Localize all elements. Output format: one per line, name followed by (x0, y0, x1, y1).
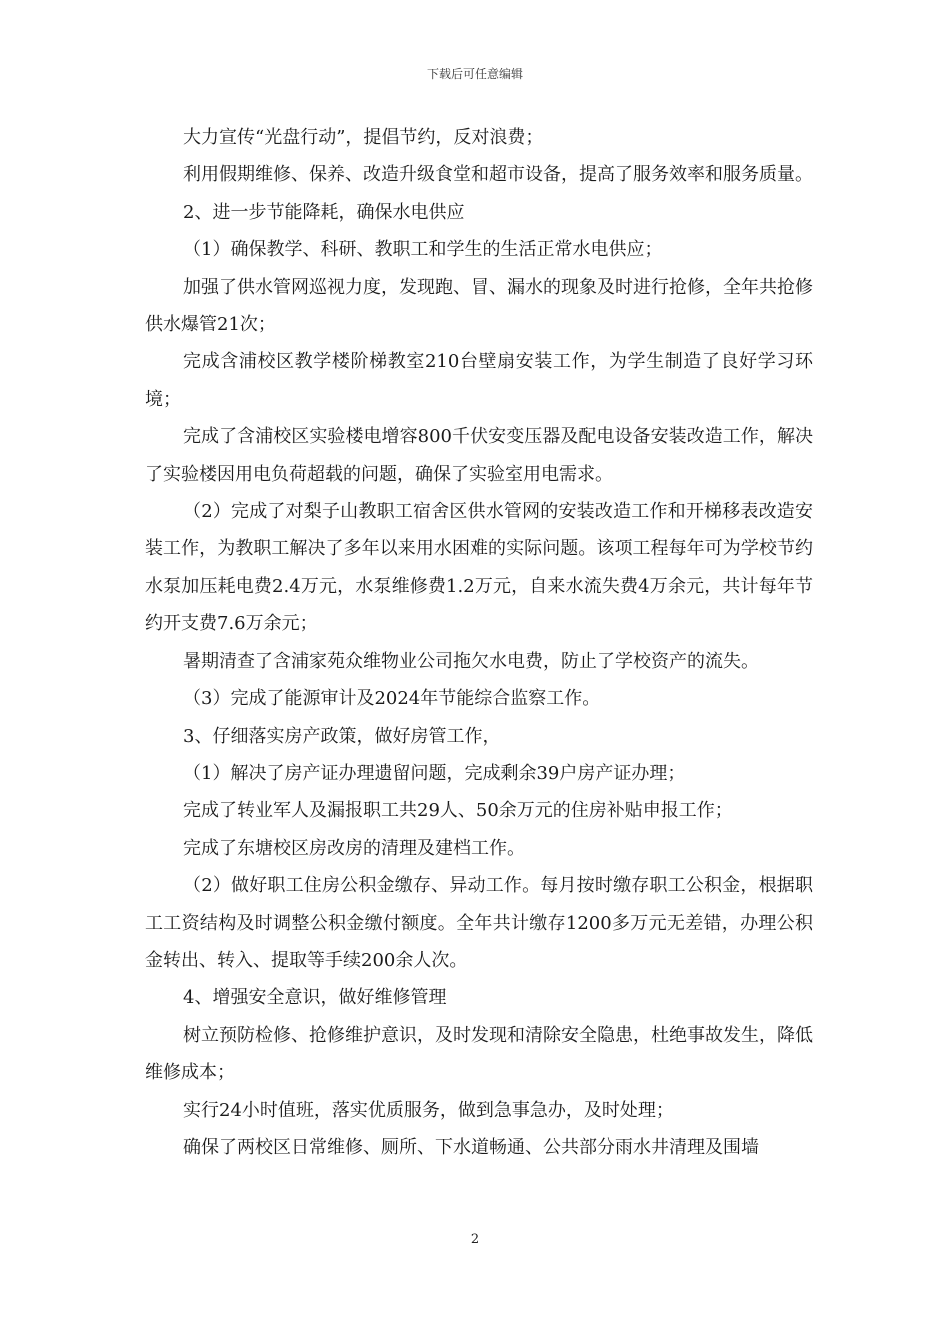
paragraph: （1）解决了房产证办理遗留问题，完成剩余39户房产证办理； (183, 762, 686, 784)
section-heading: 3、仔细落实房产政策，做好房管工作， (183, 725, 501, 747)
paragraph: 完成了东塘校区房改房的清理及建档工作。 (183, 837, 525, 859)
paragraph: 树立预防检修、抢修维护意识，及时发现和清除安全隐患，杜绝事故发生，降低维修成本； (145, 1024, 813, 1084)
section-heading: 4、增强安全意识，做好维修管理 (183, 987, 447, 1009)
paragraph: 完成了转业军人及漏报职工共29人、50余万元的住房补贴申报工作； (183, 800, 733, 822)
paragraph: 完成了含浦校区实验楼电增容800千伏安变压器及配电设备安装改造工作，解决了实验楼因用电负荷超载的问题，确保了实验室用电需求。 (145, 426, 813, 485)
paragraph: 完成含浦校区教学楼阶梯教室210台壁扇安装工作，为学生制造了良好学习环境； (145, 351, 813, 410)
section-heading: 2、进一步节能降耗，确保水电供应 (183, 201, 465, 223)
page-number: 2 (470, 1232, 480, 1247)
paragraph: （2）完成了对梨子山教职工宿舍区供水管网的安装改造工作和开梯移表改造安装工作，为教职工解决了多年以来用水困难的实际问题。该项工程每年可为学校节约水泵加压耗电费2.4万元，水泵维修费1.2万元，自来水流失费4万余元，共计每年节约开支费7.6万余元； (145, 501, 813, 635)
paragraph: 确保了两校区日常维修、厕所、下水道畅通、公共部分雨水井清理及围墙 (183, 1136, 759, 1158)
paragraph: 大力宣传“光盘行动”，提倡节约，反对浪费； (183, 127, 544, 148)
paragraph: 实行24小时值班，落实优质服务，做到急事急办，及时处理； (183, 1099, 674, 1121)
paragraph: 利用假期维修、保养、改造升级食堂和超市设备，提高了服务效率和服务质量。 (183, 164, 813, 186)
document-body (145, 119, 813, 1166)
paragraph: （2）做好职工住房公积金缴存、异动工作。每月按时缴存职工公积金，根据职工工资结构及时调整公积金缴付额度。全年共计缴存1200多万元无差错，办理公积金转出、转入、提取等手续200余人次。 (145, 875, 813, 971)
paragraph: （3）完成了能源审计及2024年节能综合监察工作。 (183, 688, 601, 710)
paragraph: 暑期清查了含浦家苑众维物业公司拖欠水电费，防止了学校资产的流失。 (183, 650, 759, 672)
page-header: 下载后可任意编辑 (426, 67, 523, 81)
paragraph: 加强了供水管网巡视力度，发现跑、冒、漏水的现象及时进行抢修，全年共抢修供水爆管21次； (145, 276, 813, 336)
paragraph: （1）确保教学、科研、教职工和学生的生活正常水电供应； (183, 239, 663, 261)
